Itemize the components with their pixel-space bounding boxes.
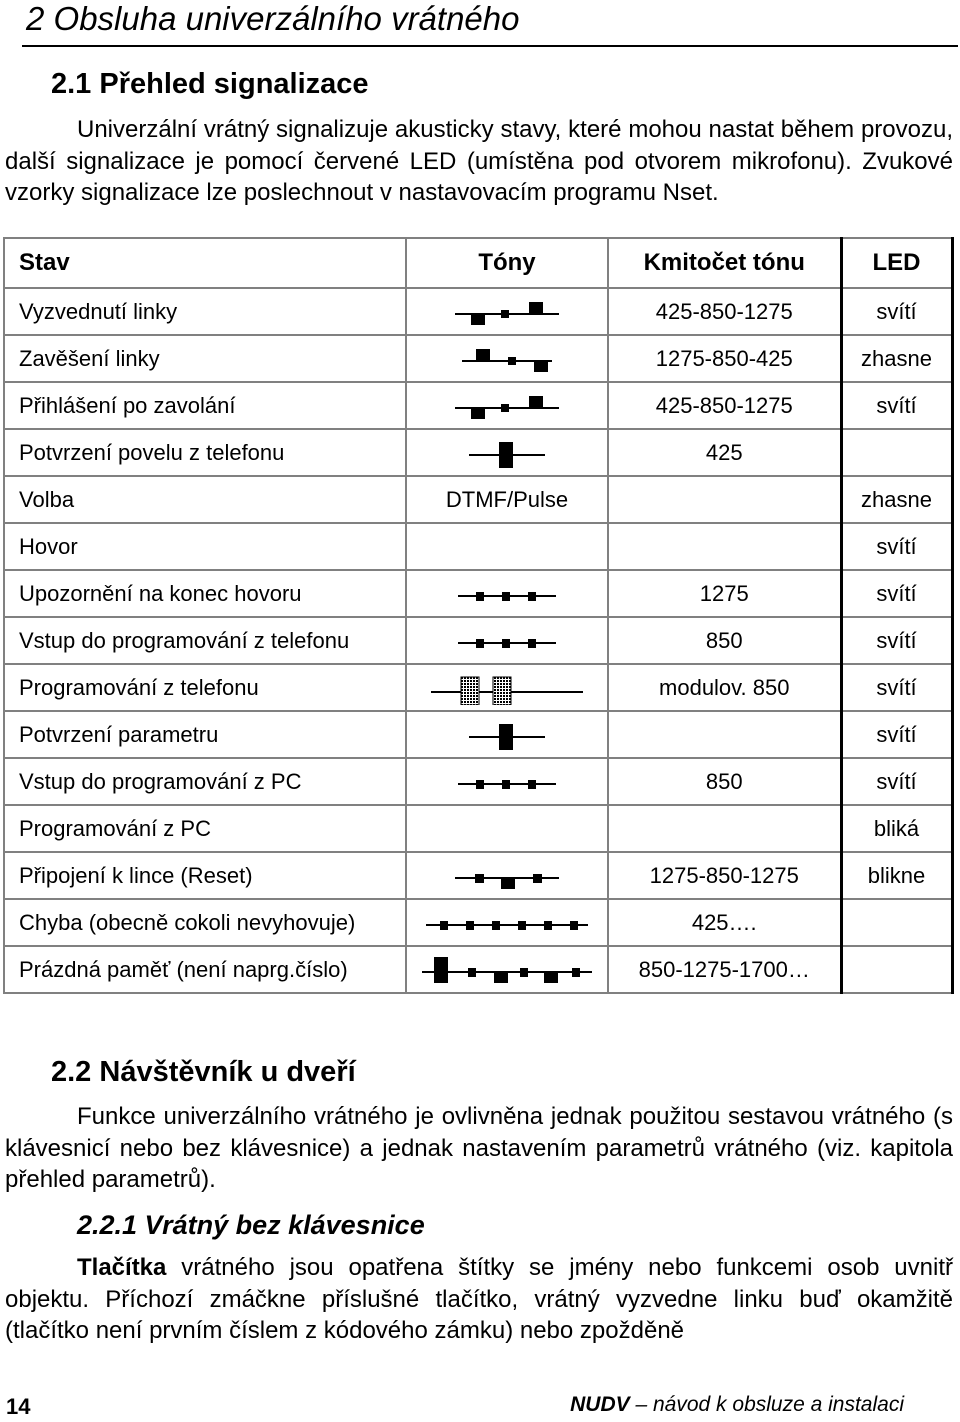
cell-led: svítí bbox=[841, 711, 952, 758]
tone-pattern-triple-short-icon bbox=[458, 624, 556, 658]
cell-tones bbox=[406, 288, 608, 335]
cell-frequency: 1275-850-1275 bbox=[608, 852, 841, 899]
cell-state: Upozornění na konec hovoru bbox=[4, 570, 406, 617]
table-row bbox=[4, 805, 952, 852]
table-header-row bbox=[4, 238, 952, 288]
section-2-2-1-paragraph: Tlačítka vrátného jsou opatřena štítky se jmény nebo funkcemi osob uvnitř objektu. Příchozí zmáčkne příslušné tlačítko, vrátný vyzvedne linku buď okamžitě (tlačítko není prvním číslem z kódového zámku) nebo zpožděně bbox=[5, 1254, 953, 1344]
tone-pattern-empty-memory-icon bbox=[422, 953, 592, 987]
footer-brand: NUDV bbox=[570, 1393, 630, 1416]
cell-state: Volba bbox=[4, 476, 406, 523]
table-body bbox=[4, 288, 952, 993]
cell-frequency: 425-850-1275 bbox=[608, 288, 841, 335]
cell-frequency bbox=[608, 805, 841, 852]
page-number: 14 bbox=[6, 1394, 31, 1419]
cell-tones bbox=[406, 617, 608, 664]
column-header-led: LED bbox=[841, 238, 952, 288]
cell-tones bbox=[406, 382, 608, 429]
cell-led: svítí bbox=[841, 570, 952, 617]
cell-led: zhasne bbox=[841, 335, 952, 382]
cell-state: Potvrzení parametru bbox=[4, 711, 406, 758]
column-header-tones: Tóny bbox=[406, 238, 608, 288]
cell-tones bbox=[406, 805, 608, 852]
cell-led bbox=[841, 946, 952, 993]
cell-state: Chyba (obecně cokoli nevyhovuje) bbox=[4, 899, 406, 946]
tone-pattern-long-icon bbox=[469, 718, 545, 752]
tone-pattern-falling-icon bbox=[462, 342, 552, 376]
footer-subtitle: – návod k obsluze a instalaci bbox=[629, 1393, 904, 1416]
table-row bbox=[4, 946, 952, 993]
section-heading-2-1: 2.1 Přehled signalizace bbox=[51, 68, 369, 100]
tone-pattern-rising-icon bbox=[455, 295, 559, 329]
table-row bbox=[4, 382, 952, 429]
column-header-state: Stav bbox=[4, 238, 406, 288]
cell-state: Vstup do programování z telefonu bbox=[4, 617, 406, 664]
cell-tones bbox=[406, 429, 608, 476]
table-row bbox=[4, 429, 952, 476]
cell-tones bbox=[406, 852, 608, 899]
cell-led: svítí bbox=[841, 288, 952, 335]
cell-frequency: 425…. bbox=[608, 899, 841, 946]
cell-state: Připojení k lince (Reset) bbox=[4, 852, 406, 899]
cell-state: Potvrzení povelu z telefonu bbox=[4, 429, 406, 476]
cell-frequency bbox=[608, 523, 841, 570]
cell-frequency: 850-1275-1700… bbox=[608, 946, 841, 993]
cell-led: svítí bbox=[841, 617, 952, 664]
cell-frequency bbox=[608, 476, 841, 523]
table-row bbox=[4, 476, 952, 523]
tone-pattern-triple-short-icon bbox=[458, 577, 556, 611]
cell-tones bbox=[406, 523, 608, 570]
cell-tones bbox=[406, 711, 608, 758]
cell-frequency: 425 bbox=[608, 429, 841, 476]
chapter-rule bbox=[22, 45, 958, 47]
section-2-2-paragraph: Funkce univerzálního vrátného je ovlivněna jednak použitou sestavou vrátného (s klávesnicí nebo bez klávesnice) a jednak nastavením parametrů vrátného (viz. kapitola přehled parametrů). bbox=[5, 1103, 953, 1193]
cell-led: svítí bbox=[841, 758, 952, 805]
table-row bbox=[4, 664, 952, 711]
cell-frequency: modulov. 850 bbox=[608, 664, 841, 711]
cell-state: Prázdná paměť (není naprg.číslo) bbox=[4, 946, 406, 993]
section-2-1-paragraph: Univerzální vrátný signalizuje akusticky stavy, které mohou nastat během provozu, další signalizace je pomocí červené LED (umístěna pod otvorem mikrofonu). Zvukové vzorky signalizace lze poslechnout v nastavovacím programu Nset. bbox=[5, 116, 953, 206]
table-row bbox=[4, 852, 952, 899]
tone-pattern-repeated-short-icon bbox=[426, 906, 588, 940]
column-header-frequency: Kmitočet tónu bbox=[608, 238, 841, 288]
table-row bbox=[4, 523, 952, 570]
cell-tones bbox=[406, 664, 608, 711]
table-row bbox=[4, 899, 952, 946]
cell-frequency: 425-850-1275 bbox=[608, 382, 841, 429]
footer-title bbox=[570, 1393, 904, 1417]
table-row bbox=[4, 570, 952, 617]
table-row bbox=[4, 335, 952, 382]
chapter-title: 2 Obsluha univerzálního vrátného bbox=[26, 0, 520, 37]
lead-bold-word: Tlačítka bbox=[77, 1254, 167, 1281]
cell-state: Zavěšení linky bbox=[4, 335, 406, 382]
tone-pattern-triple-short-icon bbox=[458, 765, 556, 799]
section-heading-2-2: 2.2 Návštěvník u dveří bbox=[51, 1056, 356, 1088]
table-row bbox=[4, 288, 952, 335]
tone-pattern-high-low-high-icon bbox=[455, 859, 559, 893]
cell-state: Programování z telefonu bbox=[4, 664, 406, 711]
cell-frequency: 1275 bbox=[608, 570, 841, 617]
cell-led: zhasne bbox=[841, 476, 952, 523]
cell-state: Vyzvednutí linky bbox=[4, 288, 406, 335]
cell-led: blikne bbox=[841, 852, 952, 899]
cell-led bbox=[841, 429, 952, 476]
tone-pattern-modulated-icon bbox=[431, 671, 583, 705]
cell-tones bbox=[406, 946, 608, 993]
table-row bbox=[4, 617, 952, 664]
tone-pattern-rising-icon bbox=[455, 389, 559, 423]
cell-led: svítí bbox=[841, 664, 952, 711]
cell-tones bbox=[406, 899, 608, 946]
cell-led: svítí bbox=[841, 382, 952, 429]
tone-pattern-long-icon bbox=[469, 436, 545, 470]
cell-led bbox=[841, 899, 952, 946]
cell-state: Programování z PC bbox=[4, 805, 406, 852]
table-row bbox=[4, 711, 952, 758]
cell-tones bbox=[406, 758, 608, 805]
cell-frequency: 850 bbox=[608, 617, 841, 664]
cell-state: Přihlášení po zavolání bbox=[4, 382, 406, 429]
cell-frequency: 1275-850-425 bbox=[608, 335, 841, 382]
cell-tones: DTMF/Pulse bbox=[406, 476, 608, 523]
table-row bbox=[4, 758, 952, 805]
cell-state: Vstup do programování z PC bbox=[4, 758, 406, 805]
cell-led: svítí bbox=[841, 523, 952, 570]
cell-state: Hovor bbox=[4, 523, 406, 570]
cell-led: bliká bbox=[841, 805, 952, 852]
cell-frequency bbox=[608, 711, 841, 758]
cell-tones bbox=[406, 570, 608, 617]
signalization-table bbox=[3, 237, 954, 994]
cell-frequency: 850 bbox=[608, 758, 841, 805]
cell-tones bbox=[406, 335, 608, 382]
section-heading-2-2-1: 2.2.1 Vrátný bez klávesnice bbox=[77, 1210, 425, 1240]
